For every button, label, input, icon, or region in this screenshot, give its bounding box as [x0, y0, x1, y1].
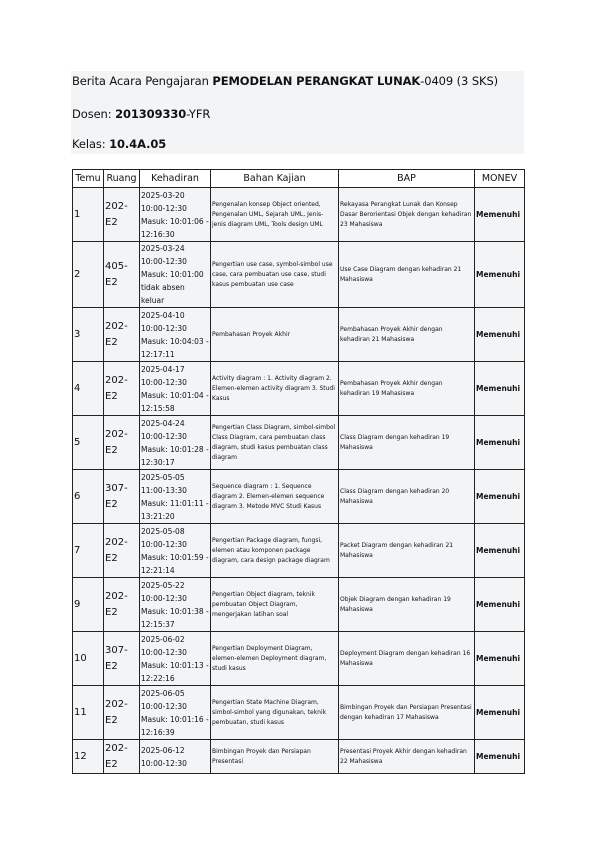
cell-monev: Memenuhi: [475, 362, 525, 416]
course-info-panel: [71, 71, 524, 154]
cell-kehadiran: 2025-04-24 10:00-12:30 Masuk: 10:01:28 - 12:30:17: [140, 416, 211, 470]
cell-ruang: 307- E2: [104, 470, 140, 524]
cell-bahan-kajian: Pengenalan konsep Object oriented, Pengenalan UML, Sejarah UML, Jenis-jenis diagram UML, Tools design UML: [211, 188, 339, 242]
cell-ruang: 202- E2: [104, 686, 140, 740]
cell-ruang: 202- E2: [104, 524, 140, 578]
cell-monev: Memenuhi: [475, 632, 525, 686]
report-title-label: Berita Acara Pengajaran: [72, 74, 213, 88]
cell-kehadiran: 2025-04-17 10:00-12:30 Masuk: 10:01:04 - 12:15:58: [140, 362, 211, 416]
col-header-bap: BAP: [339, 170, 475, 188]
course-title: [72, 74, 498, 88]
cell-kehadiran: 2025-05-05 11:00-13:30 Masuk: 11:01:11 - 13:21:20: [140, 470, 211, 524]
table-row: [73, 242, 525, 308]
cell-monev: Memenuhi: [475, 416, 525, 470]
cell-temu: 12: [73, 740, 104, 774]
cell-bap: Deployment Diagram dengan kehadiran 16 Mahasiswa: [339, 632, 475, 686]
cell-monev: Memenuhi: [475, 308, 525, 362]
cell-bahan-kajian: Pembahasan Proyek Akhir: [211, 308, 339, 362]
table-row: [73, 632, 525, 686]
cell-monev: Memenuhi: [475, 524, 525, 578]
cell-bap: Presentasi Proyek Akhir dengan kehadiran 22 Mahasiswa: [339, 740, 475, 774]
lecturer-code: -YFR: [186, 107, 211, 121]
table-row: [73, 470, 525, 524]
col-header-ruang: Ruang: [104, 170, 140, 188]
class-info: [72, 137, 166, 151]
col-header-monev: MONEV: [475, 170, 525, 188]
col-header-temu: Temu: [73, 170, 104, 188]
cell-kehadiran: 2025-05-08 10:00-12:30 Masuk: 10:01:59 - 12:21:14: [140, 524, 211, 578]
cell-bap: Use Case Diagram dengan kehadiran 21 Mahasiswa: [339, 242, 475, 308]
cell-ruang: 202- E2: [104, 362, 140, 416]
cell-bahan-kajian: Pengertian Package diagram, fungsi, elemen atau komponen package diagram, cara design package diagram: [211, 524, 339, 578]
class-value: 10.4A.05: [109, 137, 167, 151]
cell-temu: 3: [73, 308, 104, 362]
cell-temu: 1: [73, 188, 104, 242]
cell-bap: Packet Diagram dengan kehadiran 21 Mahasiswa: [339, 524, 475, 578]
cell-bahan-kajian: Sequence diagram : 1. Sequence diagram 2. Elemen-elemen sequence diagram 3. Metode MVC Studi Kasus: [211, 470, 339, 524]
table-row: [73, 188, 525, 242]
cell-bahan-kajian: Pengertian use case, symbol-simbol use case, cara pembuatan use case, studi kasus pembuatan use case: [211, 242, 339, 308]
teaching-report-table: [72, 169, 525, 774]
cell-bap: Bimbingan Proyek dan Persiapan Presentasi dengan kehadiran 17 Mahasiswa: [339, 686, 475, 740]
col-header-bahan-kajian: Bahan Kajian: [211, 170, 339, 188]
cell-temu: 2: [73, 242, 104, 308]
table-row: [73, 362, 525, 416]
lecturer-info: [72, 107, 210, 121]
cell-bahan-kajian: Activity diagram : 1. Activity diagram 2. Elemen-elemen activity diagram 3. Studi Kasus: [211, 362, 339, 416]
col-header-kehadiran: Kehadiran: [140, 170, 211, 188]
cell-kehadiran: 2025-03-20 10:00-12:30 Masuk: 10:01:06 - 12:16:30: [140, 188, 211, 242]
cell-ruang: 202- E2: [104, 578, 140, 632]
course-name: PEMODELAN PERANGKAT LUNAK: [212, 74, 421, 88]
cell-bap: Rekayasa Perangkat Lunak dan Konsep Dasar Berorientasi Objek dengan kehadiran 23 Mahasiswa: [339, 188, 475, 242]
cell-kehadiran: 2025-06-02 10:00-12:30 Masuk: 10:01:13 - 12:22:16: [140, 632, 211, 686]
cell-ruang: 405- E2: [104, 242, 140, 308]
table-row: [73, 686, 525, 740]
cell-temu: 4: [73, 362, 104, 416]
table-row: [73, 308, 525, 362]
cell-temu: 6: [73, 470, 104, 524]
cell-bap: Objek Diagram dengan kehadiran 19 Mahasiswa: [339, 578, 475, 632]
cell-temu: 9: [73, 578, 104, 632]
table-row: [73, 416, 525, 470]
cell-ruang: 202- E2: [104, 188, 140, 242]
cell-temu: 10: [73, 632, 104, 686]
cell-bahan-kajian: Pengertian Deployment Diagram, elemen-elemen Deployment diagram, studi kasus: [211, 632, 339, 686]
table-row: [73, 740, 525, 774]
cell-monev: Memenuhi: [475, 242, 525, 308]
cell-bap: Pembahasan Proyek Akhir dengan kehadiran 19 Mahasiswa: [339, 362, 475, 416]
cell-bap: Class Diagram dengan kehadiran 19 Mahasiswa: [339, 416, 475, 470]
cell-kehadiran: 2025-05-22 10:00-12:30 Masuk: 10:01:38 - 12:15:37: [140, 578, 211, 632]
course-code-credits: -0409 (3 SKS): [420, 74, 499, 88]
cell-monev: Memenuhi: [475, 578, 525, 632]
table-row: [73, 524, 525, 578]
cell-bap: Class Diagram dengan kehadiran 20 Mahasiswa: [339, 470, 475, 524]
cell-bahan-kajian: Bimbingan Proyek dan Persiapan Presentasi: [211, 740, 339, 774]
lecturer-label: Dosen:: [72, 107, 116, 121]
lecturer-id: 201309330: [115, 107, 187, 121]
table-header-row: [73, 170, 525, 188]
cell-temu: 7: [73, 524, 104, 578]
cell-kehadiran: 2025-06-12 10:00-12:30: [140, 740, 211, 774]
cell-kehadiran: 2025-04-10 10:00-12:30 Masuk: 10:04:03 - 12:17:11: [140, 308, 211, 362]
cell-kehadiran: 2025-06-05 10:00-12:30 Masuk: 10:01:16 - 12:16:39: [140, 686, 211, 740]
cell-bahan-kajian: Pengertian State Machine Diagram, simbol-simbol yang digunakan, teknik pembuatan, studi kasus: [211, 686, 339, 740]
cell-monev: Memenuhi: [475, 470, 525, 524]
cell-monev: Memenuhi: [475, 188, 525, 242]
cell-temu: 5: [73, 416, 104, 470]
cell-bahan-kajian: Pengertian Class Diagram, simbol-simbol Class Diagram, cara pembuatan class diagram, studi kasus pembuatan class diagram: [211, 416, 339, 470]
cell-ruang: 307- E2: [104, 632, 140, 686]
cell-ruang: 202- E2: [104, 740, 140, 774]
cell-bap: Pembahasan Proyek Akhir dengan kehadiran 21 Mahasiswa: [339, 308, 475, 362]
cell-monev: Memenuhi: [475, 686, 525, 740]
class-label: Kelas:: [72, 137, 110, 151]
cell-bahan-kajian: Pengertian Object diagram, teknik pembuatan Object Diagram, mengerjakan latihan soal: [211, 578, 339, 632]
table-row: [73, 578, 525, 632]
cell-ruang: 202- E2: [104, 416, 140, 470]
cell-ruang: 202- E2: [104, 308, 140, 362]
cell-monev: Memenuhi: [475, 740, 525, 774]
cell-kehadiran: 2025-03-24 10:00-12:30 Masuk: 10:01:00 tidak absen keluar: [140, 242, 211, 308]
cell-temu: 11: [73, 686, 104, 740]
